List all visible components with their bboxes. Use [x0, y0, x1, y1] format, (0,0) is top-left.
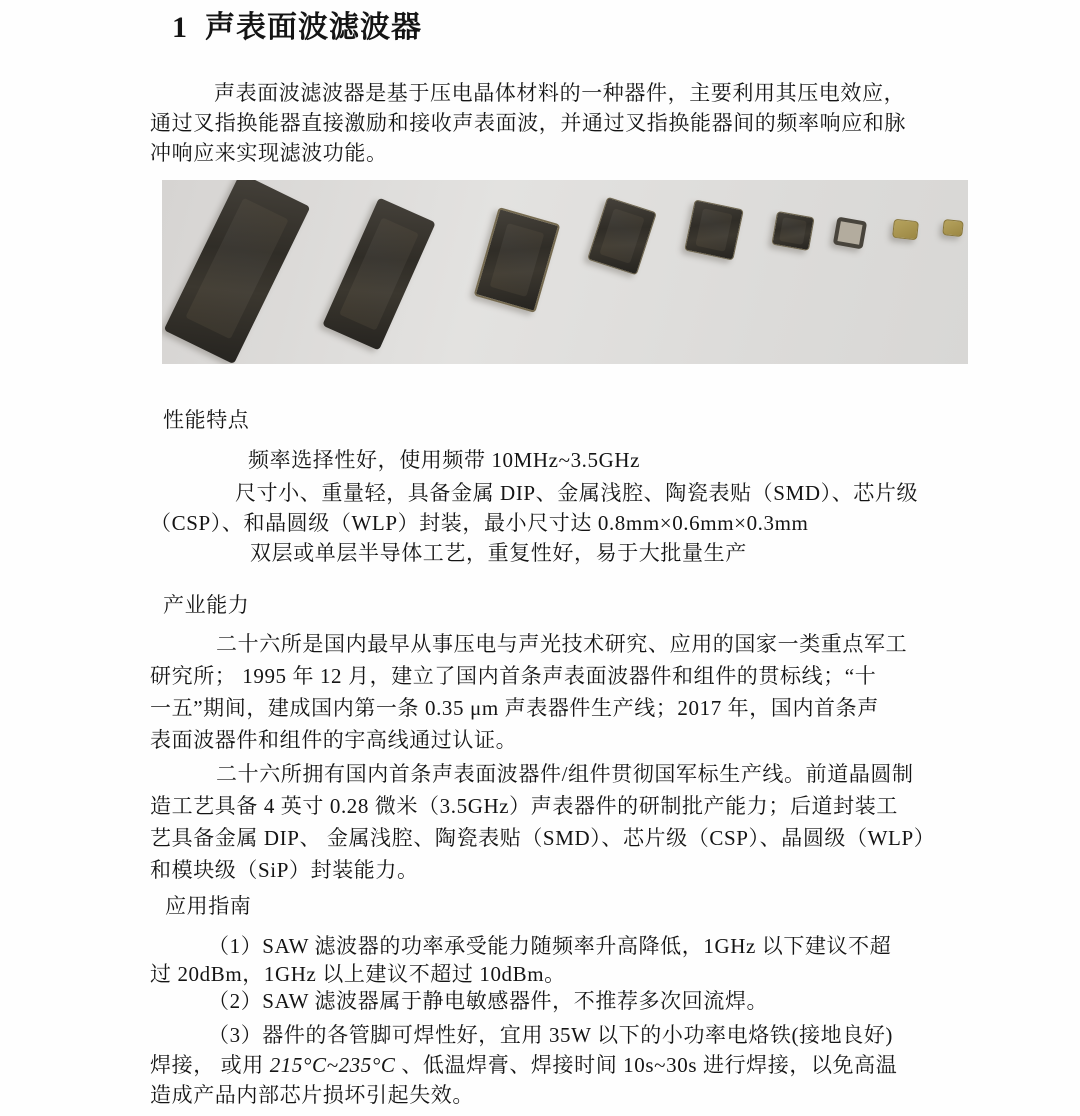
saw-chip-9 [942, 219, 964, 237]
text-line: 尺寸小、重量轻，具备金属 DIP、金属浅腔、陶瓷表贴（SMD）、芯片级 [235, 481, 919, 505]
performance-heading: 性能特点 [163, 408, 250, 432]
industry-paragraph-2 [150, 758, 940, 886]
application-item-1 [150, 932, 940, 988]
industry-paragraph-1 [150, 628, 940, 756]
section-application [150, 891, 940, 1110]
page-title [172, 10, 940, 46]
performance-item [150, 478, 940, 538]
text-line: 造成产品内部芯片损坏引起失效。 [150, 1083, 474, 1107]
text-segment: 、低温焊膏、焊接时间 10s~30s 进行焊接，以免高温 [395, 1053, 898, 1077]
text-segment: 焊接， 或用 [150, 1053, 270, 1077]
application-item-3 [150, 1020, 940, 1110]
saw-chip-3 [474, 207, 561, 313]
performance-item: 频率选择性好，使用频带 10MHz~3.5GHz [248, 448, 641, 472]
text-line: 二十六所是国内最早从事压电与声光技术研究、应用的国家一类重点军工 [216, 632, 908, 656]
section-title-text: 声表面波滤波器 [205, 11, 422, 44]
text-line: 二十六所拥有国内首条声表面波器件/组件贯彻国军标生产线。前道晶圆制 [216, 762, 914, 786]
industry-heading: 产业能力 [163, 593, 250, 617]
text-line: 艺具备金属 DIP、 金属浅腔、陶瓷表贴（SMD）、芯片级（CSP）、晶圆级（WLP） [150, 826, 936, 850]
text-line: （CSP）、和晶圆级（WLP）封装，最小尺寸达 0.8mm×0.6mm×0.3mm [150, 511, 809, 535]
text-line: 和模块级（SiP）封装能力。 [150, 858, 419, 882]
section-number: 1 [172, 11, 188, 44]
text-line: 冲响应来实现滤波功能。 [150, 141, 388, 165]
saw-chip-6 [771, 211, 814, 251]
text-line: 研究所； 1995 年 12 月，建立了国内首条声表面波器件和组件的贯标线；“十 [150, 664, 877, 688]
text-line: （3）器件的各管脚可焊性好，宜用 35W 以下的小功率电烙铁(接地良好) [208, 1023, 894, 1047]
saw-chip-5 [684, 199, 744, 260]
text-line: 表面波器件和组件的宇高线通过认证。 [150, 728, 518, 752]
saw-chip-2 [322, 197, 436, 350]
text-line [150, 1050, 940, 1080]
text-line: 造工艺具备 4 英寸 0.28 微米（3.5GHz）声表器件的研制批产能力；后道封装工 [150, 794, 898, 818]
performance-item: 双层或单层半导体工艺，重复性好，易于大批量生产 [250, 541, 747, 565]
text-line: （1）SAW 滤波器的功率承受能力随频率升高降低，1GHz 以下建议不超 [208, 934, 892, 958]
saw-chip-8 [892, 219, 919, 241]
saw-chip-4 [587, 197, 657, 276]
text-line: 过 20dBm，1GHz 以上建议不超过 10dBm。 [150, 962, 566, 986]
text-line: 通过叉指换能器直接激励和接收声表面波，并通过叉指换能器间的频率响应和脉 [150, 111, 906, 135]
saw-packages-photo [162, 180, 968, 364]
section-performance [150, 405, 940, 568]
saw-chip-7 [833, 217, 867, 250]
application-item-2: （2）SAW 滤波器属于静电敏感器件，不推荐多次回流焊。 [208, 989, 769, 1013]
section-industry [150, 590, 940, 886]
text-line: 声表面波滤波器是基于压电晶体材料的一种器件，主要利用其压电效应， [214, 81, 906, 105]
application-heading: 应用指南 [165, 894, 252, 918]
intro-paragraph [150, 78, 940, 168]
temperature-range-italic: 215°C~235°C [269, 1053, 396, 1077]
saw-chip-1 [164, 180, 311, 364]
text-line: 一五”期间，建成国内第一条 0.35 μm 声表器件生产线；2017 年，国内首条声 [150, 696, 879, 720]
